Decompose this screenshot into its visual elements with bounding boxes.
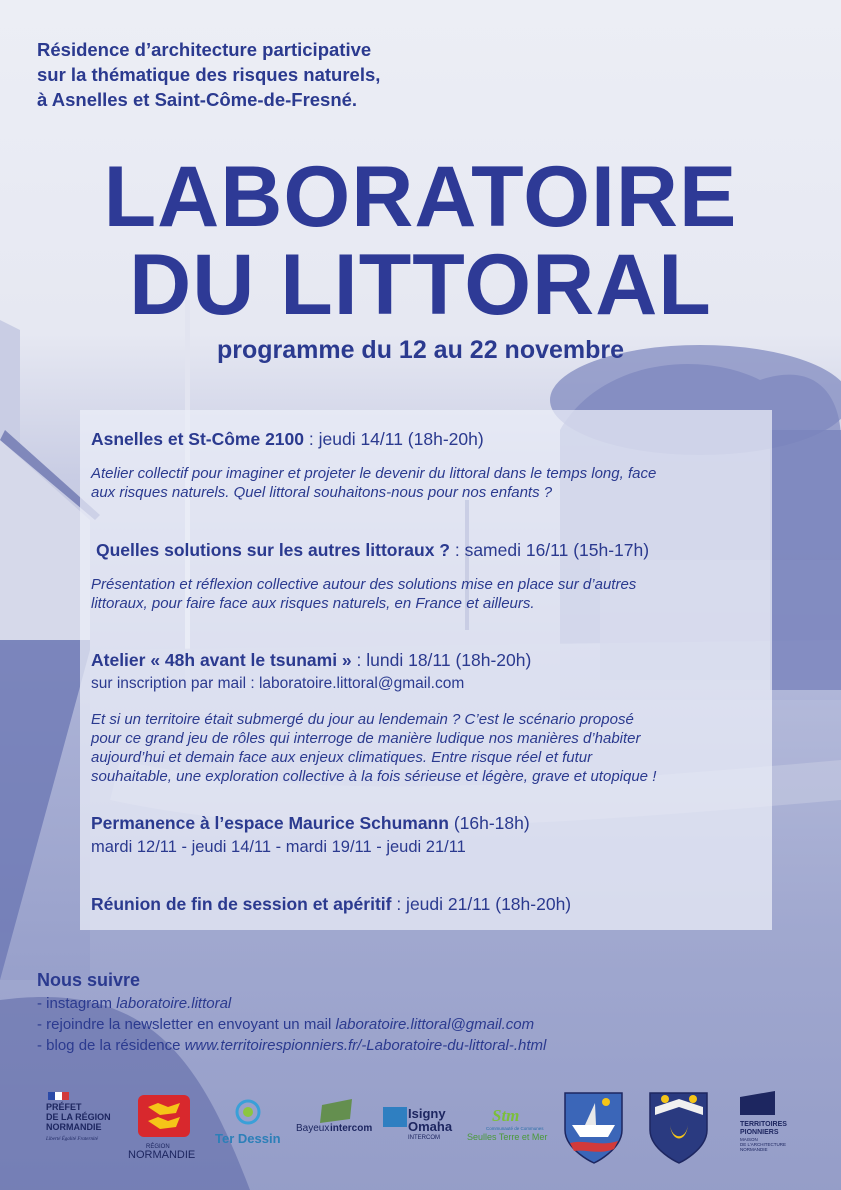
tp-line-1: TERRITOIRES [740,1121,787,1128]
event-3 [91,650,531,671]
event-3-desc-line: aujourd’hui et demain face aux enjeux climatiques. Entre risque réel et futur [91,749,593,766]
prefet-normandie-logo [45,1092,111,1142]
event-4-time: (16h-18h) [448,813,530,833]
prefet-line-3: NORMANDIE [46,1122,102,1132]
blog-link[interactable]: www.territoirespionniers.fr/-Laboratoire-du-littoral-.html [184,1037,547,1054]
event-2-name: Quelles solutions sur les autres littoraux ? [96,540,450,560]
region-line-1: RÉGION [146,1144,170,1150]
isigny-line-2: Omaha [408,1119,453,1134]
saint-come-crest-icon [650,1093,707,1163]
instagram-prefix: - instagram [37,995,117,1012]
event-4 [91,813,530,834]
title-line-2: DU LITTORAL [129,237,712,333]
stm-line-2: Communauté de Communes [486,1126,544,1131]
prefet-motto: Liberté Égalité Fraternité [46,1137,98,1142]
instagram-link[interactable]: laboratoire.littoral [116,995,232,1012]
event-1-time: : jeudi 14/11 (18h-20h) [304,429,484,449]
event-5 [91,894,571,915]
region-normandie-logo [128,1095,195,1161]
event-2 [96,540,649,561]
isigny-line-1: Isigny [408,1106,446,1121]
isigny-line-3: INTERCOM [408,1135,440,1141]
intro-line-2: sur la thématique des risques naturels, [37,64,381,85]
event-1-desc-line: aux risques naturels. Quel littoral souhaitons-nous pour nos enfants ? [91,484,553,501]
prefet-line-1: PRÉFET [46,1102,82,1112]
event-3-time: : lundi 18/11 (18h-20h) [351,650,532,670]
follow-instagram [37,995,231,1012]
event-1-name: Asnelles et St-Côme 2100 [91,429,305,449]
intro-line-3: à Asnelles et Saint-Côme-de-Fresné. [37,89,358,110]
event-3-desc-line: souhaitable, une exploration collective à la fois sérieuse et légère, grave et utopique ! [91,768,657,785]
newsletter-email-link[interactable]: laboratoire.littoral@gmail.com [335,1016,535,1033]
newsletter-prefix: - rejoindre la newsletter en envoyant un mail [37,1016,336,1033]
event-3-description [91,710,656,786]
event-2-desc-line: littoraux, pour faire face aux risques naturels, en France et ailleurs. [91,595,535,612]
event-2-desc-line: Présentation et réflexion collective autour des solutions mise en place sur d’autres [91,576,637,593]
event-2-time: : samedi 16/11 (15h-17h) [449,540,650,560]
terdessin-logo [215,1101,281,1146]
partner-logos [0,1085,841,1175]
stm-line-3: Seulles Terre et Mer [467,1132,548,1142]
tp-line-5: NORMANDIE [740,1147,768,1152]
asnelles-crest-icon [565,1093,622,1163]
isigny-omaha-logo [383,1106,453,1141]
blog-prefix: - blog de la résidence [37,1037,185,1054]
event-2-description [91,575,636,613]
stm-line-1: Stm [492,1106,520,1125]
region-line-2: NORMANDIE [128,1149,196,1161]
event-5-time: : jeudi 21/11 (18h-20h) [391,894,572,914]
event-5-name: Réunion de fin de session et apéritif [91,894,392,914]
event-4-dates: mardi 12/11 - jeudi 14/11 - mardi 19/11 - jeudi 21/11 [91,838,466,856]
tp-line-3: MAISON [740,1137,758,1142]
bayeux-intercom-logo [296,1099,372,1134]
follow-blog [37,1037,546,1054]
stm-logo [467,1106,547,1142]
bayeux-line-2: intercom [330,1123,373,1134]
event-3-registration: sur inscription par mail : laboratoire.littoral@gmail.com [91,675,465,692]
intro-line-1: Résidence d’architecture participative [37,39,372,60]
event-1-description [91,464,656,502]
prefet-line-2: DE LA RÉGION [46,1112,111,1122]
terdessin-name: Ter Dessin [215,1131,281,1146]
event-3-name: Atelier « 48h avant le tsunami » [91,650,352,670]
tp-line-4: DE L’ARCHITECTURE [740,1142,787,1147]
tp-line-2: PIONNIERS [740,1129,779,1136]
event-1-desc-line: Atelier collectif pour imaginer et projeter le devenir du littoral dans le temps long, face [91,465,657,482]
bayeux-line-1: Bayeux [296,1123,330,1134]
intro-text [37,37,380,112]
event-1 [91,429,484,450]
follow-newsletter [37,1016,534,1033]
event-4-name: Permanence à l’espace Maurice Schumann [91,813,449,833]
territoires-pionniers-logo [740,1091,787,1152]
follow-title: Nous suivre [37,970,141,990]
event-3-desc-line: pour ce grand jeu de rôles qui interroge de manière ludique nos manières d’habiter [91,730,641,747]
title-line-1: LABORATOIRE [103,149,738,245]
programme-dates: programme du 12 au 22 novembre [216,336,625,364]
event-3-desc-line: Et si un territoire était submergé du jour au lendemain ? C’est le scénario proposé [91,711,634,728]
